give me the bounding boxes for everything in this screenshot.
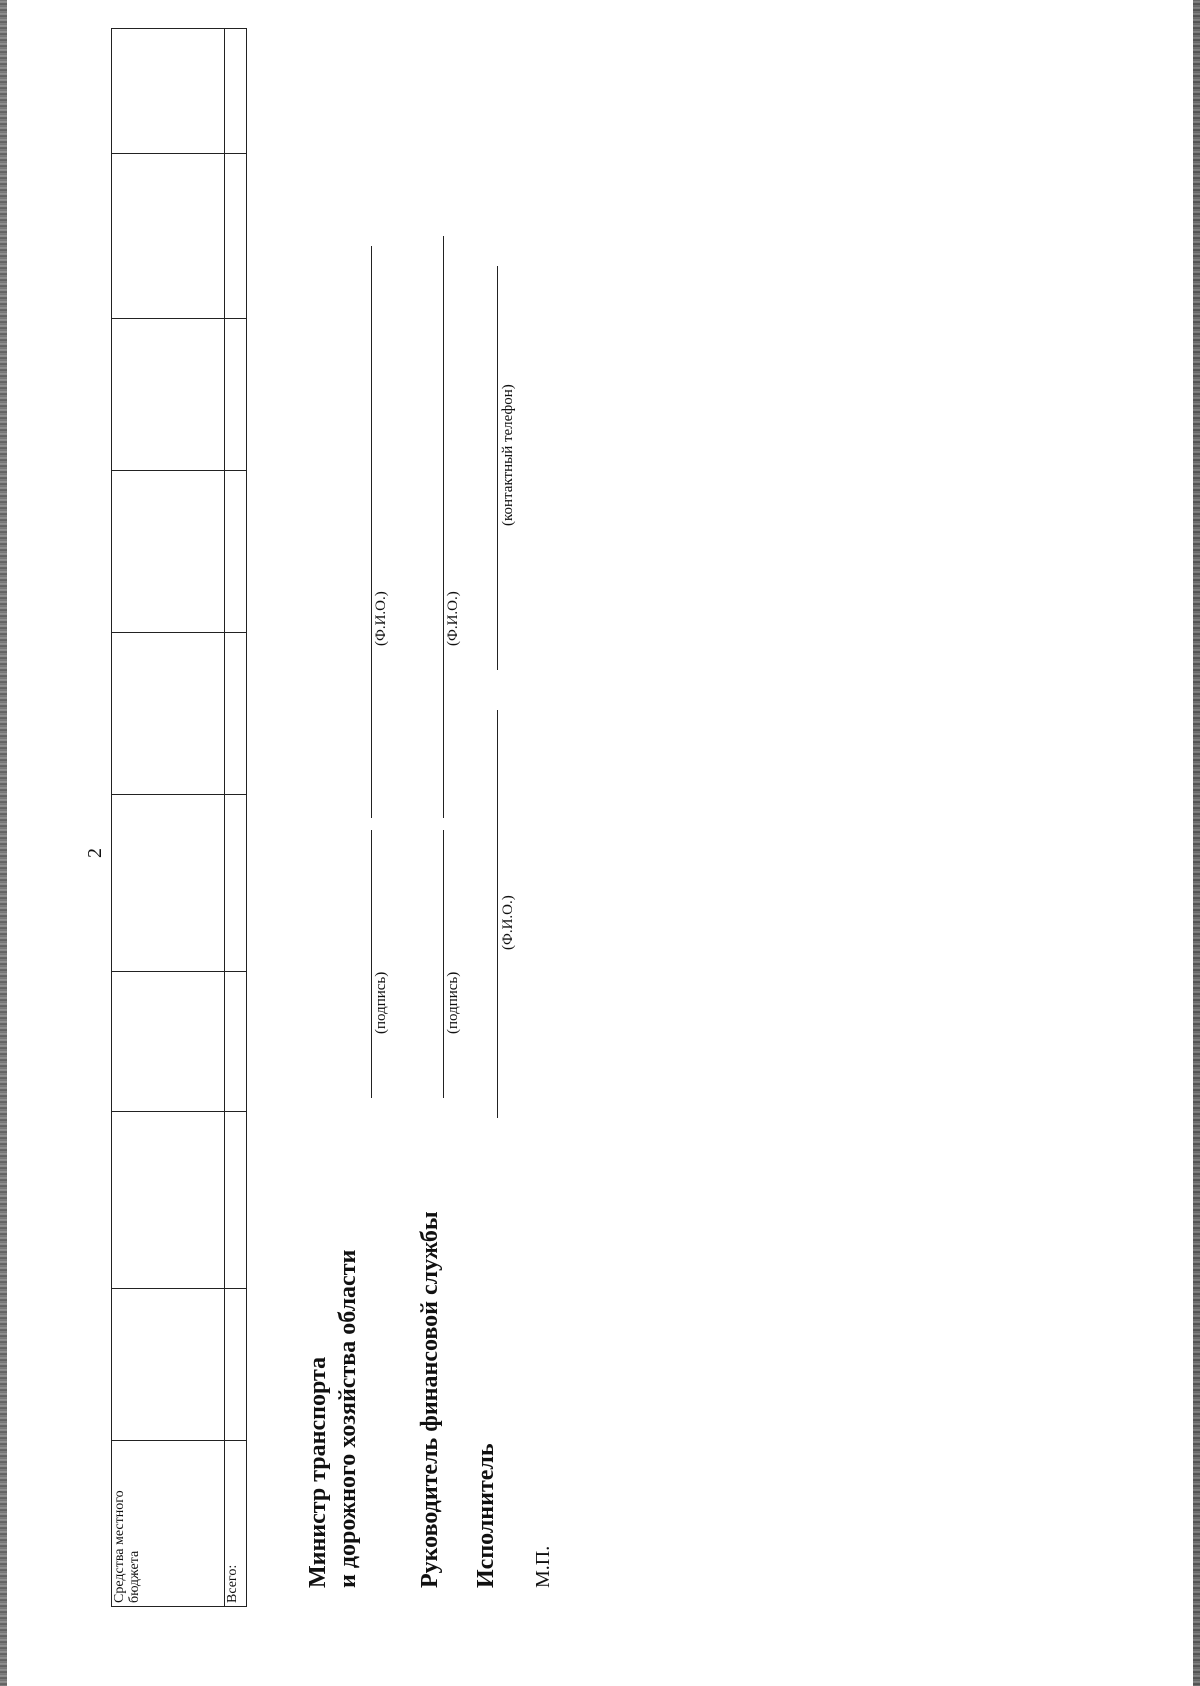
table-cell <box>225 154 247 319</box>
table-cell <box>225 471 247 633</box>
table-cell <box>225 795 247 972</box>
page-number: 2 <box>84 848 106 858</box>
executor-title: Исполнитель <box>473 1443 499 1588</box>
table-cell <box>112 795 225 972</box>
table-cell <box>225 972 247 1112</box>
table-cell <box>112 471 225 633</box>
table-row <box>225 29 247 1607</box>
executor-phone-caption: (контактный телефон) <box>500 384 516 526</box>
row-label-total: Всего: <box>225 1441 247 1607</box>
table-cell <box>112 1289 225 1441</box>
table-cell <box>112 154 225 319</box>
table-cell <box>112 633 225 795</box>
table-cell <box>112 29 225 154</box>
minister-fio-caption: (Ф.И.О.) <box>373 591 389 646</box>
table-cell <box>225 633 247 795</box>
table-cell <box>112 1112 225 1289</box>
minister-title-line1: Министр транспорта <box>305 1356 331 1588</box>
minister-fio-line <box>371 246 372 818</box>
finance-signature-line <box>443 830 444 1098</box>
minister-title-line2: и дорожного хозяйства области <box>335 1249 361 1588</box>
table-row <box>112 29 225 1607</box>
budget-table <box>111 28 247 1607</box>
finance-head-title: Руководитель финансовой службы <box>417 1211 443 1588</box>
table-cell <box>225 1112 247 1289</box>
executor-fio-line <box>497 710 498 1118</box>
table-cell <box>112 972 225 1112</box>
table-cell <box>225 1289 247 1441</box>
minister-signature-line <box>371 830 372 1098</box>
finance-fio-line <box>443 236 444 818</box>
executor-phone-line <box>497 266 498 670</box>
finance-signature-caption: (подпись) <box>445 971 461 1034</box>
finance-fio-caption: (Ф.И.О.) <box>445 591 461 646</box>
stamp-placeholder: М.П. <box>532 1545 554 1588</box>
executor-fio-caption: (Ф.И.О.) <box>500 895 516 950</box>
table-cell <box>225 29 247 154</box>
table-cell <box>112 319 225 471</box>
minister-signature-caption: (подпись) <box>373 971 389 1034</box>
table-cell <box>225 319 247 471</box>
row-label-local-budget: Средства местного бюджета <box>112 1441 225 1607</box>
